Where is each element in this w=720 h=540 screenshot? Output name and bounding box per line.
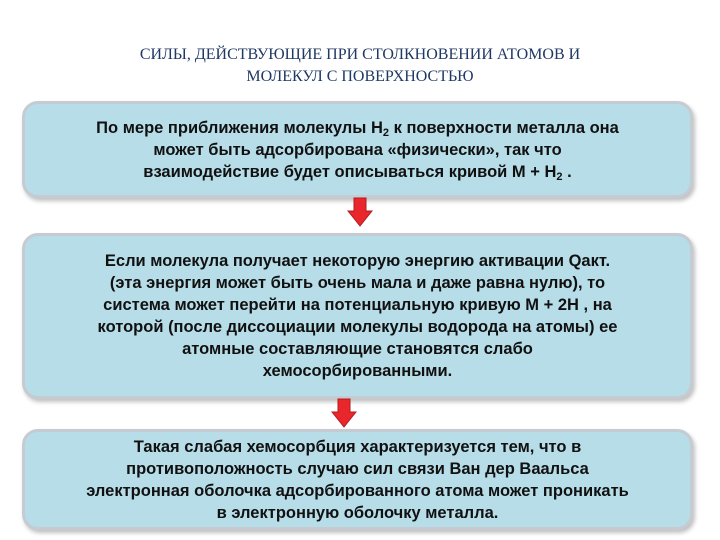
subscript: 2 — [556, 170, 563, 183]
step-box-1-line-1-a: По мере приближения молекулы Н — [96, 118, 383, 137]
step-box-3-line-4: в электронную оболочку металла. — [216, 503, 499, 522]
step-box-3-line-2: противоположность случаю сил связи Ван дер Ваальса — [126, 459, 589, 478]
step-box-1-line-1-b: к поверхности металла она — [389, 118, 619, 137]
step-box-1-line-3-a: взаимодействие будет описываться кривой М + Н — [143, 162, 557, 181]
step-box-2-line-4: которой (после диссоциации молекулы водорода на атомы) ее — [97, 318, 618, 336]
step-box-1-line-3-b: . — [562, 162, 572, 181]
slide-title — [40, 44, 680, 88]
step-box-3-line-1: Такая слабая хемосорбция характеризуется тем, что в — [133, 437, 582, 456]
step-box-2-line-2: (эта энергия может быть очень мала и даже равна нулю), то — [109, 274, 606, 292]
step-box-2 — [22, 233, 693, 399]
step-box-2-line-6: хемосорбированными. — [262, 362, 453, 380]
down-arrow-icon — [347, 197, 373, 227]
down-arrow-icon — [331, 398, 357, 428]
step-box-3 — [22, 429, 693, 530]
step-box-2-line-5: атомные составляющие становятся слабо — [182, 340, 533, 358]
title-line-2: МОЛЕКУЛ С ПОВЕРХНОСТЬЮ — [246, 68, 474, 85]
title-line-1: СИЛЫ, ДЕЙСТВУЮЩИЕ ПРИ СТОЛКНОВЕНИИ АТОМОВ И — [139, 46, 581, 63]
step-box-1-line-2: может быть адсорбирована «физически», так что — [153, 140, 562, 159]
step-box-2-text — [88, 250, 628, 382]
step-box-3-text — [76, 436, 639, 524]
subscript: 2 — [382, 126, 390, 139]
step-box-1 — [22, 101, 693, 198]
step-box-3-line-3: электронная оболочка адсорбированного атома может проникать — [86, 481, 629, 500]
step-box-1-line-3 — [96, 161, 619, 183]
step-box-2-line-3: система может перейти на потенциальную кривую М + 2Н , на — [103, 296, 612, 314]
step-box-1-line-1 — [96, 117, 619, 139]
step-box-1-text — [86, 117, 629, 183]
step-box-2-line-1: Если молекула получает некоторую энергию активации Qакт. — [104, 252, 611, 270]
